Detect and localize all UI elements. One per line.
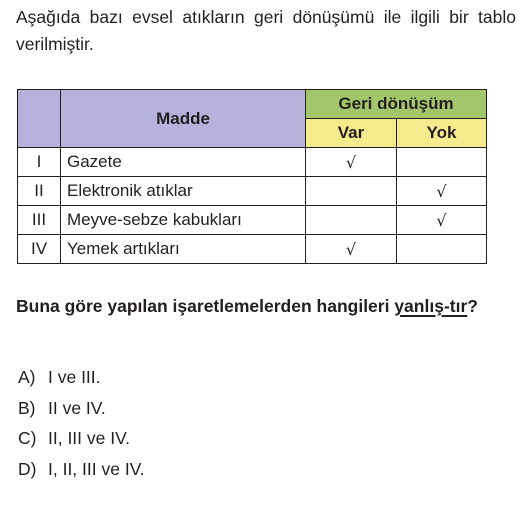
row-name: Yemek artıkları bbox=[61, 235, 306, 264]
row-number: III bbox=[18, 206, 61, 235]
row-name: Meyve-sebze kabukları bbox=[61, 206, 306, 235]
check-mark-yok bbox=[397, 235, 487, 264]
header-yok: Yok bbox=[397, 119, 487, 148]
table-header-row bbox=[18, 90, 487, 119]
option-text: II ve IV. bbox=[48, 397, 106, 418]
check-mark-var bbox=[306, 206, 397, 235]
check-mark-var: √ bbox=[306, 148, 397, 177]
question-main: Buna göre yapılan işaretlemelerden hangileri bbox=[16, 296, 395, 316]
table-row bbox=[18, 177, 487, 206]
row-number: II bbox=[18, 177, 61, 206]
header-var: Var bbox=[306, 119, 397, 148]
answer-options bbox=[18, 362, 145, 484]
option-letter: B) bbox=[18, 397, 36, 418]
question-text bbox=[16, 293, 520, 320]
intro-text: Aşağıda bazı evsel atıkların geri dönüşümü ile ilgili bir tablo verilmiştir. bbox=[16, 7, 516, 54]
question-emphasis: yanlış-tır bbox=[394, 296, 468, 316]
check-mark-var: √ bbox=[306, 235, 397, 264]
table-row bbox=[18, 148, 487, 177]
row-number: IV bbox=[18, 235, 61, 264]
check-mark-yok: √ bbox=[397, 206, 487, 235]
table-row bbox=[18, 206, 487, 235]
row-name: Gazete bbox=[61, 148, 306, 177]
option-text: I ve III. bbox=[48, 367, 101, 387]
recycling-table bbox=[17, 89, 487, 264]
option-text: I, II, III ve IV. bbox=[48, 458, 145, 479]
check-mark-var bbox=[306, 177, 397, 206]
row-name: Elektronik atıklar bbox=[61, 177, 306, 206]
option-c[interactable] bbox=[18, 423, 145, 454]
header-number-cell bbox=[18, 90, 61, 148]
header-geri-donusum: Geri dönüşüm bbox=[306, 90, 487, 119]
question-end: ? bbox=[467, 296, 478, 316]
option-letter: A) bbox=[18, 367, 36, 387]
table-row bbox=[18, 235, 487, 264]
check-mark-yok bbox=[397, 148, 487, 177]
option-b[interactable] bbox=[18, 393, 145, 424]
row-number: I bbox=[18, 148, 61, 177]
option-a[interactable] bbox=[18, 362, 145, 393]
option-letter: C) bbox=[18, 428, 37, 448]
option-d[interactable] bbox=[18, 454, 145, 485]
option-text: II, III ve IV. bbox=[48, 428, 131, 448]
check-mark-yok: √ bbox=[397, 177, 487, 206]
header-madde: Madde bbox=[61, 90, 306, 148]
option-letter: D) bbox=[18, 458, 37, 479]
